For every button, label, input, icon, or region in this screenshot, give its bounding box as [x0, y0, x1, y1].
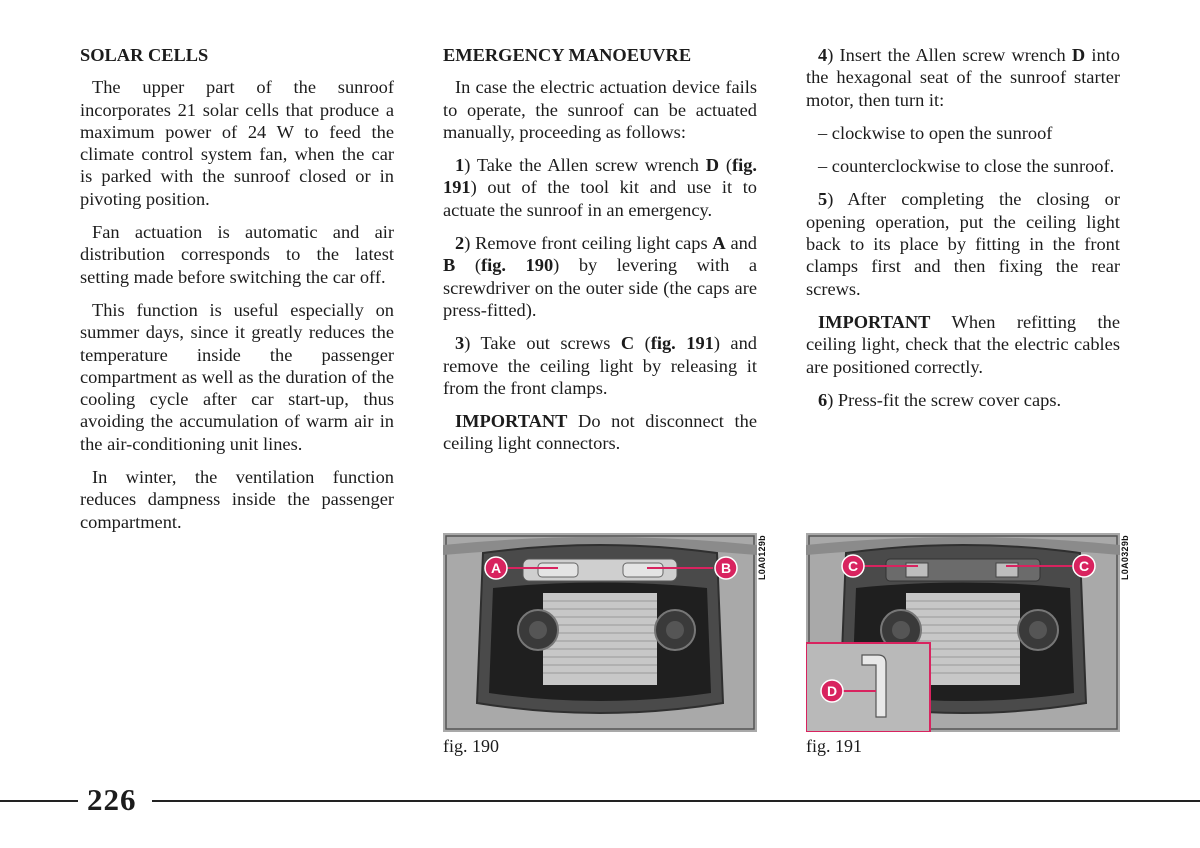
callout-label-c-right: C	[1078, 558, 1090, 574]
callout-label-b: B	[720, 560, 732, 576]
paragraph-winter-use: In winter, the ventilation function reduces dampness inside the passenger compartment.	[80, 467, 394, 532]
step-5: 5) After completing the closing or opening operation, put the ceiling light back to its place by fitting in the front clamps first and then fixing the rear screws.	[806, 189, 1120, 299]
callout-label-d: D	[826, 683, 838, 699]
step-4: 4) Insert the Allen screw wrench D into the hexagonal seat of the sunroof starter motor, then turn it:	[806, 45, 1120, 110]
list-item-counterclockwise: – counterclockwise to close the sunroof.	[818, 156, 1115, 177]
ceiling-light-illustration	[443, 533, 757, 732]
figure-190-code: L0A0129b	[757, 535, 767, 580]
column-solar-cells	[80, 44, 394, 544]
important-note-connectors: IMPORTANT Do not disconnect the ceiling light connectors.	[443, 411, 757, 454]
heading-emergency-manoeuvre: EMERGENCY MANOEUVRE	[443, 45, 692, 65]
figure-191-caption: fig. 191	[806, 736, 862, 756]
step-1: 1) Take the Allen screw wrench D (fig. 191) out of the tool kit and use it to actuate the sunroof in an emergency.	[443, 155, 757, 220]
figure-191-code: L0A0329b	[1120, 535, 1130, 580]
ceiling-light-removed-illustration	[806, 533, 1120, 732]
heading-solar-cells: SOLAR CELLS	[80, 45, 209, 65]
step-6: 6) Press-fit the screw cover caps.	[818, 389, 1062, 410]
figure-190-ceiling-light-caps	[443, 533, 757, 732]
column-continued-steps	[806, 44, 1120, 422]
footer-rule-left	[0, 800, 78, 802]
figure-191-allen-wrench	[806, 533, 1120, 732]
figure-190-caption: fig. 190	[443, 736, 499, 756]
step-3: 3) Take out screws C (fig. 191) and remove the ceiling light by releasing it from the front clamps.	[443, 333, 757, 398]
paragraph-emergency-intro: In case the electric actuation device fails to operate, the sunroof can be actuated manually, proceeding as follows:	[443, 77, 757, 142]
paragraph-solar-cells-intro: The upper part of the sunroof incorporates 21 solar cells that produce a maximum power of 24 W to feed the climate control system fan, when the car is parked with the sunroof closed or in pivoting position.	[80, 77, 394, 209]
column-emergency-manoeuvre	[443, 44, 757, 466]
step-2: 2) Remove front ceiling light caps A and B (fig. 190) by levering with a screwdriver on the outer side (the caps are press-fitted).	[443, 233, 758, 320]
important-note-cables: IMPORTANT When refitting the ceiling light, check that the electric cables are positioned correctly.	[806, 311, 1120, 377]
paragraph-fan-actuation: Fan actuation is automatic and air distribution corresponds to the latest setting made before switching the car off.	[80, 222, 394, 287]
list-item-clockwise: – clockwise to open the sunroof	[818, 122, 1053, 143]
footer-rule-right	[152, 800, 1200, 802]
page-number: 226	[87, 782, 137, 817]
paragraph-summer-use: This function is useful especially on summer days, since it greatly reduces the temperature inside the passenger compartment as well as the duration of the cooling cycle after car start-up, thus avoiding the accumulation of warm air in the air-conditioning unit lines.	[80, 299, 394, 454]
callout-label-c-left: C	[847, 558, 859, 574]
callout-label-a: A	[490, 560, 502, 576]
